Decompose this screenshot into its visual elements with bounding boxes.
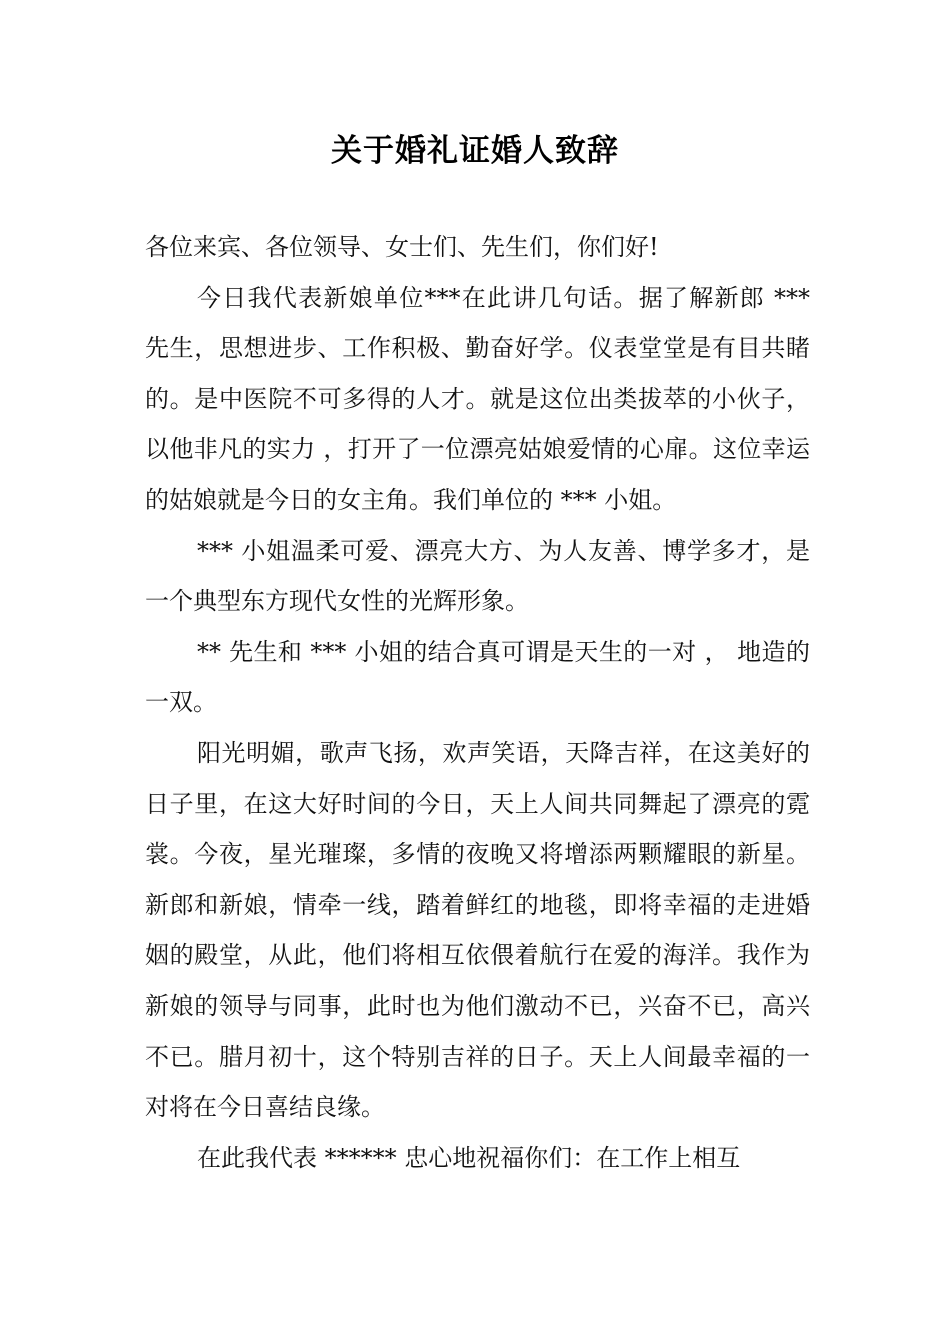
paragraph-greeting: 各位来宾、各位领导、女士们、先生们，你们好! — [145, 233, 659, 261]
paragraph-couple: ** 先生和 *** 小姐的结合真可谓是天生的一对 ， 地造的一双。 — [145, 637, 810, 717]
paragraph-introduction: 今日我代表新娘单位***在此讲几句话。据了解新郎 *** 先生，思想进步、工作积极、勤奋好学。仪表堂堂是有目共睹的。是中医院不可多得的人才。就是这位出类拔萃的小伙子，以他非凡的实力 ，打开了一位漂亮姑娘爱情的心扉。这位幸运的姑娘就是今日的女主角。我们单位的 *** 小姐。 — [145, 283, 810, 514]
paragraph-celebration: 阳光明媚，歌声飞扬，欢声笑语，天降吉祥，在这美好的日子里，在这大好时间的今日，天上人间共同舞起了漂亮的霓裳。今夜，星光璀璨，多情的夜晚又将增添两颗耀眼的新星。新郎和新娘，情牵一线，踏着鲜红的地毯，即将幸福的走进婚姻的殿堂，从此，他们将相互依偎着航行在爱的海洋。我作为新娘的领导与同事，此时也为他们激动不已，兴奋不已，高兴不已。腊月初十，这个特别吉祥的日子。天上人间最幸福的一对将在今日喜结良缘。 — [145, 738, 810, 1122]
paragraph-bride: *** 小姐温柔可爱、漂亮大方、为人友善、博学多才，是一个典型东方现代女性的光辉形象。 — [145, 536, 810, 616]
document-body — [145, 222, 810, 1183]
paragraph-blessing: 在此我代表 ****** 忠心地祝福你们：在工作上相互 — [197, 1143, 741, 1172]
document-title: 关于婚礼证婚人致辞 — [331, 133, 619, 169]
